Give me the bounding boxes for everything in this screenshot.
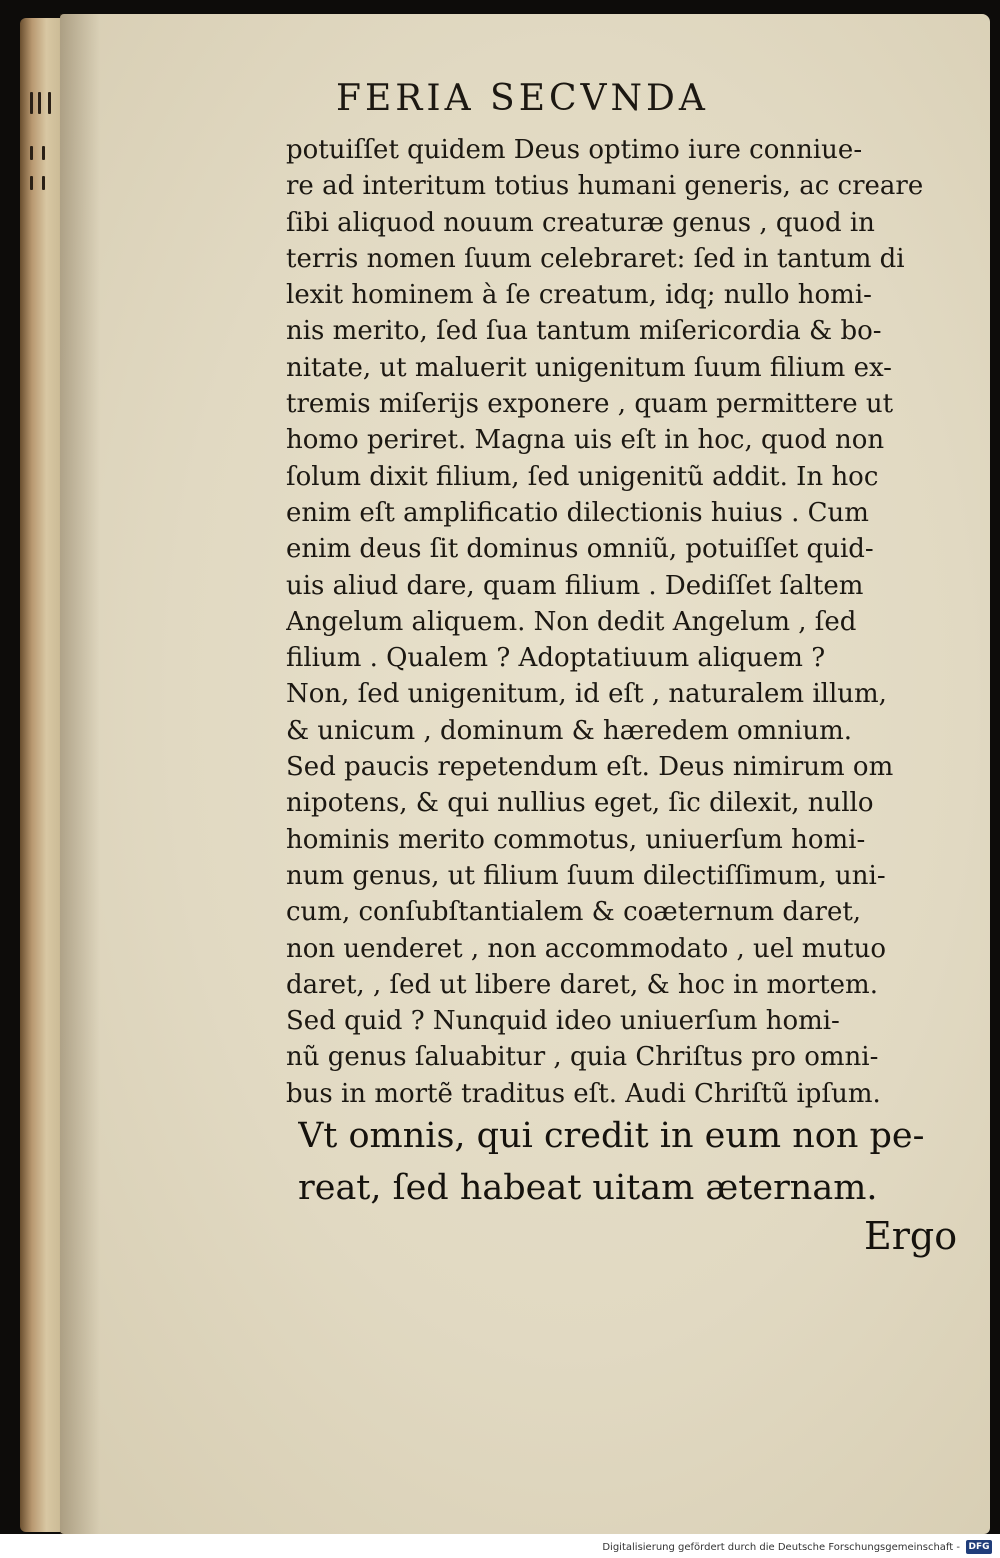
running-head: FERIA SECVNDA <box>336 78 709 119</box>
text-line: Sed quid ? Nunquid ideo uniuerſum homi- <box>286 1006 840 1037</box>
text-line: hominis merito commotus, uniuerſum homi- <box>286 824 866 855</box>
edge-mark <box>30 146 33 160</box>
edge-mark <box>42 146 45 160</box>
text-line: Non, ſed unigenitum, id eſt , naturalem illum, <box>286 679 887 710</box>
dfg-logo: DFG <box>966 1540 992 1554</box>
text-line: & unicum , dominum & hæredem omnium. <box>286 715 853 746</box>
text-line: enim deus ſit dominus omniũ, potuiſſet quid- <box>286 534 874 565</box>
text-line: nipotens, & qui nullius eget, ſic dilexit, nullo <box>286 788 874 819</box>
gutter-shadow <box>60 14 100 1534</box>
text-line: ſolum dixit filium, ſed unigenitũ addit. In hoc <box>286 461 879 492</box>
text-line: Sed paucis repetendum eſt. Deus nimirum om <box>286 752 894 783</box>
text-line: potuiſſet quidem Deus optimo iure conniue- <box>286 135 863 165</box>
scripture-verse <box>298 1110 978 1214</box>
text-line: cum, conſubſtantialem & coæternum daret, <box>286 897 862 928</box>
edge-mark <box>30 176 33 190</box>
text-line: ſibi aliquod nouum creaturæ genus , quod in <box>286 207 875 238</box>
text-line: num genus, ut filium ſuum dilectiſſimum, uni- <box>286 860 886 891</box>
text-line: terris nomen ſuum celebraret: ſed in tantum di <box>286 243 905 274</box>
text-line: re ad interitum totius humani generis, ac creare <box>286 171 924 202</box>
text-line: tremis miſerijs exponere , quam permittere ut <box>286 389 894 420</box>
text-line: enim eſt amplificatio dilectionis huius . Cum <box>286 497 869 528</box>
text-line: uis aliud dare, quam filium . Dediſſet ſaltem <box>286 570 864 601</box>
footer-band <box>0 1534 1000 1558</box>
text-line: nitate, ut maluerit unigenitum ſuum filium ex- <box>286 352 892 383</box>
text-line: nũ genus ſaluabitur , quia Chriſtus pro omni- <box>286 1042 879 1073</box>
verse-line: Vt omnis, qui credit in eum non pe- <box>298 1116 925 1156</box>
catchword: Ergo <box>864 1214 958 1258</box>
text-line: nis merito, ſed ſua tantum miſericordia & bo- <box>286 316 882 347</box>
text-line: non uenderet , non accommodato , uel mutuo <box>286 933 887 964</box>
text-line: lexit hominem à ſe creatum, idq; nullo homi- <box>286 280 872 311</box>
body-text <box>286 132 962 1112</box>
edge-mark <box>42 176 45 190</box>
text-line: Angelum aliquem. Non dedit Angelum , ſed <box>286 606 857 637</box>
funding-credit: Digitalisierung gefördert durch die Deutsche Forschungsgemeinschaft - <box>602 1542 960 1553</box>
text-line: daret, , ſed ut libere daret, & hoc in mortem. <box>286 969 878 1000</box>
text-line: bus in mortẽ traditus eſt. Audi Chriſtũ ipſum. <box>286 1078 881 1109</box>
verse-line: reat, ſed habeat uitam æternam. <box>298 1168 878 1208</box>
text-line: filium . Qualem ? Adoptatiuum aliquem ? <box>286 643 826 674</box>
text-line: homo periret. Magna uis eſt in hoc, quod non <box>286 425 885 456</box>
